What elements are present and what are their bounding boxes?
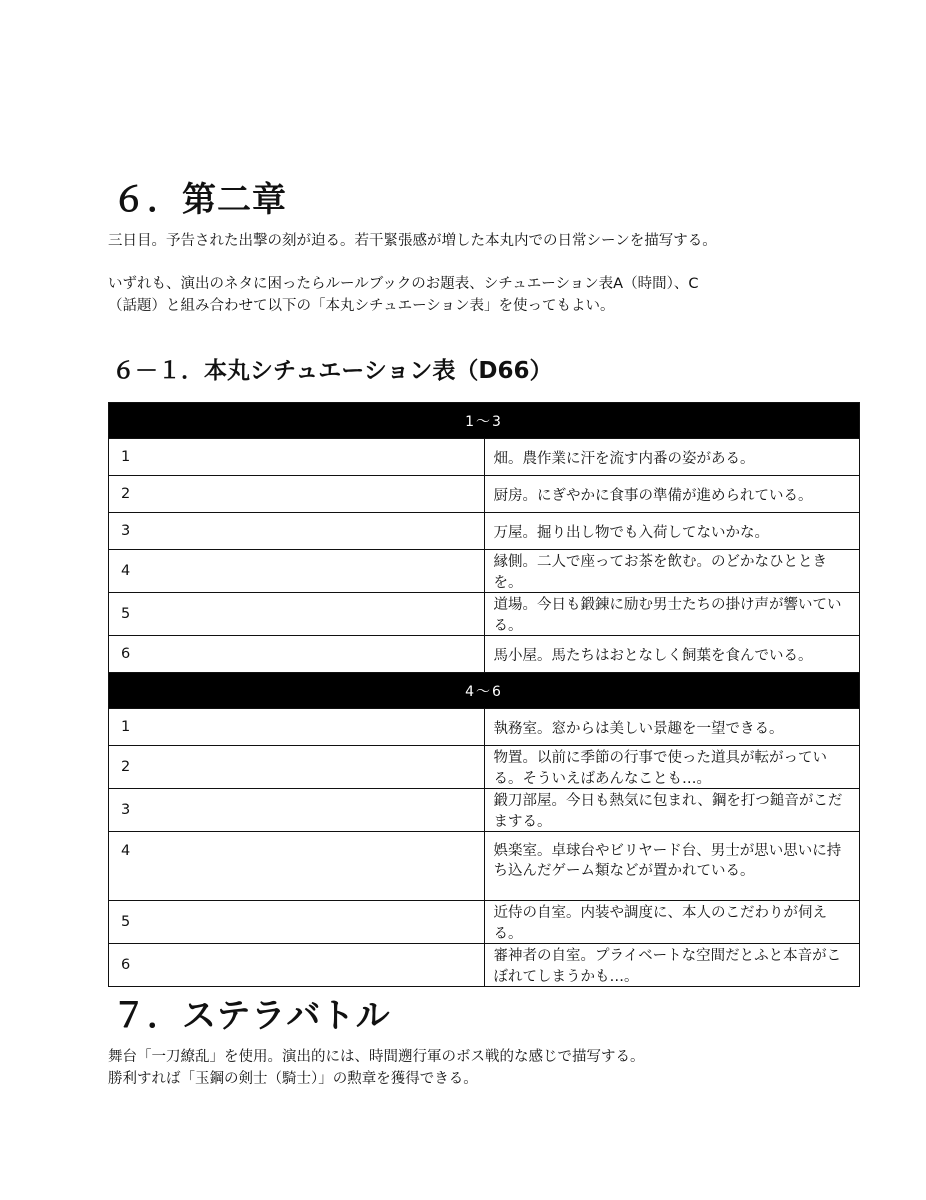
row-number: 6 — [109, 944, 485, 987]
chapter-6-title: ６．第二章 — [112, 180, 287, 220]
row-number: 3 — [109, 789, 485, 832]
section-6-1-title: ６－１．本丸シチュエーション表（D66） — [112, 358, 553, 384]
intro-paragraph-1: 三日目。予告された出撃の刻が迫る。若干緊張感が増した本丸内での日常シーンを描写する。 — [108, 233, 717, 249]
table-row — [109, 550, 860, 593]
chapter-7-body — [108, 1046, 828, 1090]
row-text: 物置。以前に季節の行事で使った道具が転がっている。そういえばあんなことも…。 — [484, 746, 860, 789]
row-text: 道場。今日も鍛錬に励む男士たちの掛け声が響いている。 — [484, 593, 860, 636]
table-row — [109, 593, 860, 636]
row-number: 6 — [109, 636, 485, 673]
table-row — [109, 789, 860, 832]
honmaru-situation-table — [108, 402, 860, 987]
chapter-7-line-2: 勝利すれば「玉鋼の剣士（騎士）」の勲章を獲得できる。 — [108, 1071, 478, 1087]
chapter-7-title: ７．ステラバトル — [112, 996, 391, 1036]
row-text: 娯楽室。卓球台やビリヤード台、男士が思い思いに持ち込んだゲーム類などが置かれている。 — [484, 832, 860, 901]
row-text: 馬小屋。馬たちはおとなしく飼葉を食んでいる。 — [484, 636, 860, 673]
row-number: 4 — [109, 550, 485, 593]
chapter-6-note — [108, 273, 828, 317]
table-row — [109, 746, 860, 789]
note-line-2: （話題）と組み合わせて以下の「本丸シチュエーション表」を使ってもよい。 — [108, 298, 615, 314]
table-row — [109, 901, 860, 944]
note-line-1: いずれも、演出のネタに困ったらルールブックのお題表、シチュエーション表A（時間）、C — [108, 276, 699, 292]
table-row — [109, 944, 860, 987]
table-row — [109, 832, 860, 901]
row-text: 審神者の自室。プライベートな空間だとふと本音がこぼれてしまうかも…。 — [484, 944, 860, 987]
group-header-cell: 4～6 — [109, 673, 860, 709]
row-text: 厨房。にぎやかに食事の準備が進められている。 — [484, 476, 860, 513]
row-number: 1 — [109, 439, 485, 476]
table-row — [109, 476, 860, 513]
chapter-6-intro — [108, 230, 828, 252]
row-text: 近侍の自室。内装や調度に、本人のこだわりが伺える。 — [484, 901, 860, 944]
table-group-header — [109, 673, 860, 709]
row-text: 鍛刀部屋。今日も熱気に包まれ、鋼を打つ鎚音がこだまする。 — [484, 789, 860, 832]
table-row — [109, 709, 860, 746]
row-number: 4 — [109, 832, 485, 901]
row-number: 2 — [109, 746, 485, 789]
table-group-header — [109, 403, 860, 439]
row-text: 畑。農作業に汗を流す内番の姿がある。 — [484, 439, 860, 476]
table-row — [109, 439, 860, 476]
table-row — [109, 636, 860, 673]
row-text: 執務室。窓からは美しい景趣を一望できる。 — [484, 709, 860, 746]
row-text: 縁側。二人で座ってお茶を飲む。のどかなひとときを。 — [484, 550, 860, 593]
row-number: 3 — [109, 513, 485, 550]
row-number: 5 — [109, 593, 485, 636]
chapter-7-line-1: 舞台「一刀繚乱」を使用。演出的には、時間遡行軍のボス戦的な感じで描写する。 — [108, 1049, 645, 1065]
table-row — [109, 513, 860, 550]
row-number: 1 — [109, 709, 485, 746]
row-number: 2 — [109, 476, 485, 513]
group-header-cell: 1～3 — [109, 403, 860, 439]
row-number: 5 — [109, 901, 485, 944]
row-text: 万屋。掘り出し物でも入荷してないかな。 — [484, 513, 860, 550]
